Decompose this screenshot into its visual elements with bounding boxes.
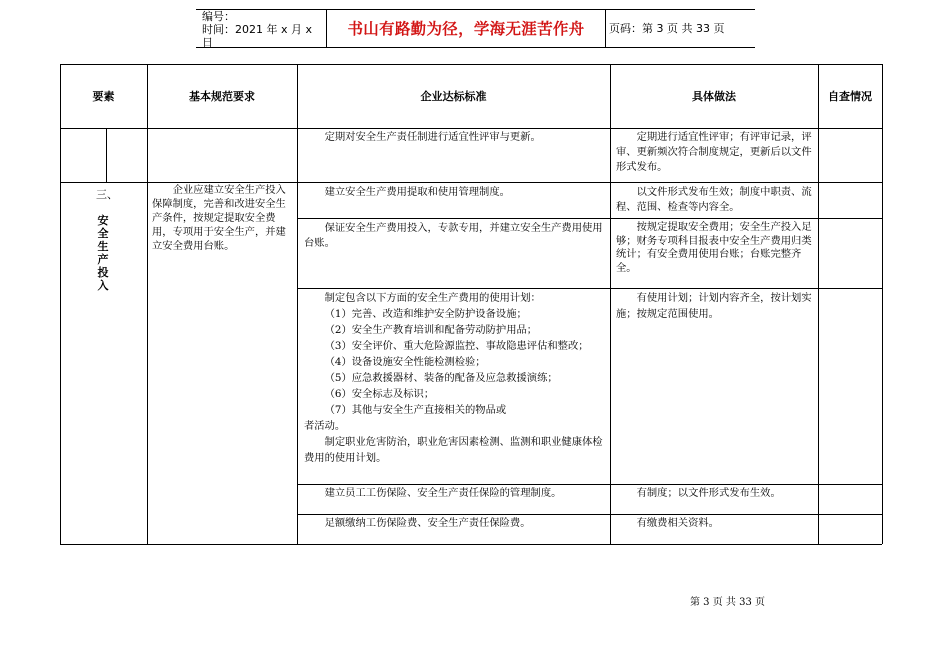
plan-item-2: （2）安全生产教育培训和配备劳动防护用品； — [324, 324, 538, 336]
plan-item-7: （7）其他与安全生产直接相关的物品或者活动。 — [304, 404, 507, 432]
col-divider-4 — [818, 64, 819, 544]
row-rule-5 — [297, 514, 882, 515]
row-2-standard: 建立安全生产费用提取和使用管理制度。 — [324, 186, 510, 198]
col-header-requirement: 基本规范要求 — [189, 90, 255, 103]
document-date: 时间：2021 年 x 月 x 日 — [202, 23, 312, 49]
row-5-standard: 建立员工工伤保险、安全生产责任保险的管理制度。 — [324, 487, 562, 499]
plan-occupational: 制定职业危害防治，职业危害因素检测、监测和职业健康体检费用的使用计划。 — [304, 436, 603, 464]
row-3-practice: 按规定提取安全费用；安全生产投入足够；财务专项科目报表中安全生产费用归类统计；有安全费用使用台账；台账完整齐全。 — [616, 221, 812, 274]
row-6-standard: 足额缴纳工伤保险费、安全生产责任保险费。 — [324, 517, 531, 529]
col-divider-2 — [297, 64, 298, 544]
plan-item-6: （6）安全标志及标识； — [324, 388, 435, 400]
table-border-left — [60, 64, 61, 544]
col-header-standard: 企业达标标准 — [420, 90, 487, 103]
section-title-char: 产 — [97, 253, 109, 266]
col-divider-1 — [147, 64, 148, 544]
prev-section-divider — [106, 128, 107, 182]
header-page-number: 页码：第 3 页 共 33 页 — [609, 22, 725, 35]
document-number: 编号： — [202, 10, 235, 23]
plan-item-5: （5）应急救援器材、装备的配备及应急救援演练； — [324, 372, 558, 384]
header-meta — [196, 9, 326, 48]
section-requirement: 企业应建立安全生产投入保障制度，完善和改进安全生产条件，按规定提取安全费用，专项用于安全生产，并建立安全费用台账。 — [152, 184, 286, 252]
section-title-char: 入 — [97, 279, 109, 292]
row-rule-2 — [297, 218, 882, 219]
plan-item-3: （3）安全评价、重大危险源监控、事故隐患评估和整改； — [324, 340, 589, 352]
table-border-bottom — [60, 544, 882, 545]
plan-intro: 制定包含以下方面的安全生产费用的使用计划： — [324, 292, 541, 304]
row-rule-3 — [297, 288, 882, 289]
row-6-practice: 有缴费相关资料。 — [636, 517, 719, 529]
row-4-standard — [304, 290, 608, 466]
section-title — [96, 214, 110, 292]
section-title-char: 投 — [97, 266, 109, 279]
row-5-practice: 有制度；以文件形式发布生效。 — [636, 487, 781, 499]
row-4-practice: 有使用计划；计划内容齐全，按计划实施；按规定范围使用。 — [616, 292, 812, 320]
header-row-rule — [60, 128, 882, 129]
standards-table — [60, 64, 882, 544]
row-1-practice: 定期进行适宜性评审；有评审记录，评审、更新频次符合制度规定，更新后以文件形式发布。 — [616, 131, 812, 173]
section-number: 三、 — [96, 188, 118, 201]
col-divider-3 — [610, 64, 611, 544]
section-title-char: 安 — [97, 214, 109, 227]
plan-item-1: （1）完善、改造和维护安全防护设备设施； — [324, 308, 527, 320]
row-1-standard: 定期对安全生产责任制进行适宜性评审与更新。 — [324, 131, 541, 143]
plan-item-4: （4）设备设施安全性能检测检验； — [324, 356, 486, 368]
row-rule-4 — [297, 484, 882, 485]
section-title-char: 全 — [97, 227, 109, 240]
page-footer: 第 3 页 共 33 页 — [690, 597, 765, 608]
section-title-char: 生 — [97, 240, 109, 253]
row-3-standard: 保证安全生产费用投入，专款专用，并建立安全生产费用使用台账。 — [304, 222, 603, 249]
col-header-self-check: 自查情况 — [828, 90, 872, 103]
table-border-right — [882, 64, 883, 544]
header-slogan: 书山有路勤为径，学海无涯苦作舟 — [326, 9, 606, 47]
col-header-element: 要素 — [92, 90, 115, 103]
row-2-practice: 以文件形式发布生效；制度中职责、流程、范围、检查等内容全。 — [616, 186, 812, 213]
col-header-practice: 具体做法 — [692, 90, 736, 103]
